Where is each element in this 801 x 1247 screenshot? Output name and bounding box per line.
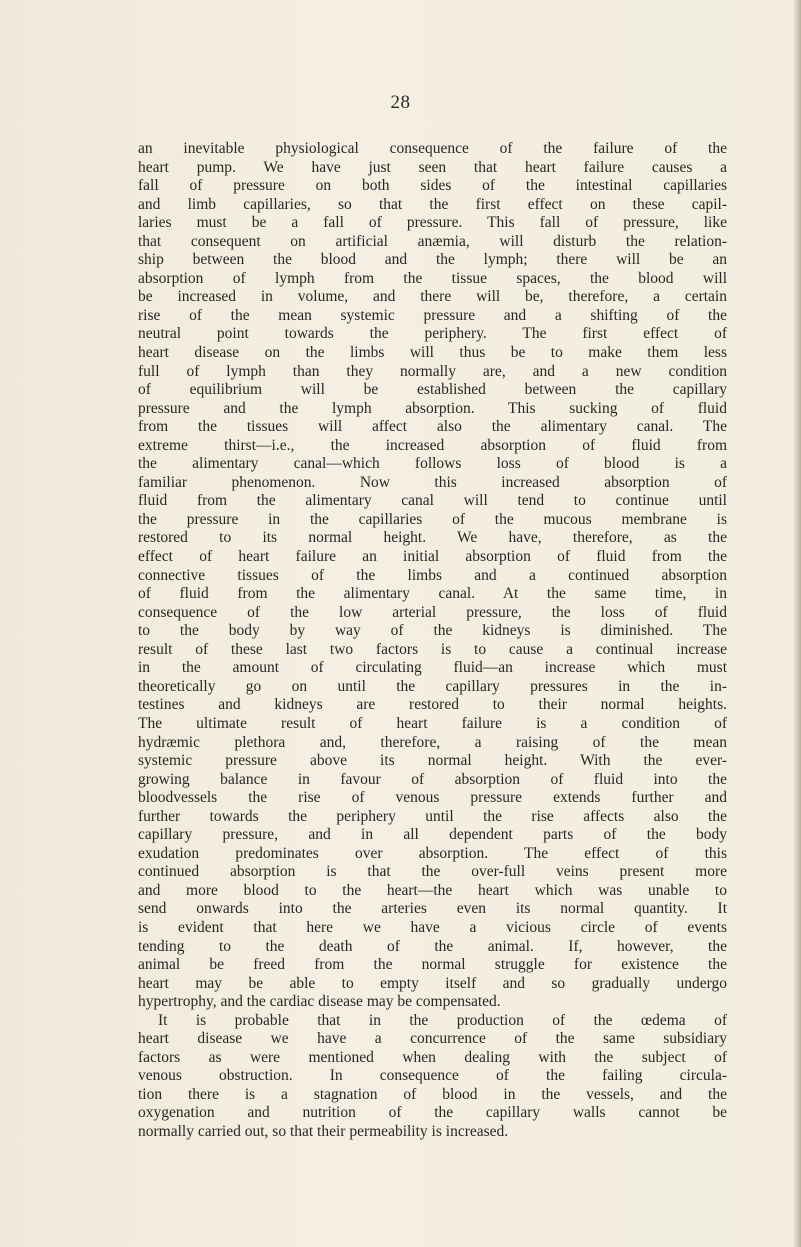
text-line: and more blood to the heart—the heart which was unable to [138, 881, 727, 899]
text-line: consequence of the low arterial pressure, the loss of fluid [138, 603, 727, 621]
paragraph-start-line: It is probable that in the production of the œdema of [158, 1011, 727, 1029]
text-line: fall of pressure on both sides of the intestinal capillaries [138, 177, 727, 195]
text-line: pressure and the lymph absorption. This sucking of fluid [138, 399, 727, 417]
text-line: normally carried out, so that their permeability is increased. [138, 1122, 509, 1140]
text-line: send onwards into the arteries even its normal quantity. It [138, 900, 727, 918]
body-text [138, 140, 727, 1142]
text-line: and limb capillaries, so that the first effect on these capil- [138, 195, 727, 213]
page-number: 28 [390, 92, 411, 113]
text-line: theoretically go on until the capillary pressures in the in- [138, 677, 727, 695]
text-line: of equilibrium will be established between the capillary [138, 381, 727, 399]
text-line: heart disease on the limbs will thus be to make them less [138, 344, 727, 362]
text-line: heart disease we have a concurrence of the same subsidiary [138, 1030, 727, 1048]
text-line: hydræmic plethora and, therefore, a raising of the mean [138, 733, 727, 751]
text-line: an inevitable physiological consequence of the failure of the [138, 140, 727, 157]
text-line: that consequent on artificial anæmia, will disturb the relation- [138, 232, 727, 250]
text-line: restored to its normal height. We have, therefore, as the [138, 529, 727, 547]
text-line: further towards the periphery until the rise affects also the [138, 807, 727, 825]
text-line: is evident that here we have a vicious circle of events [138, 918, 727, 936]
text-line: in the amount of circulating fluid—an increase which must [138, 659, 727, 677]
text-line: effect of heart failure an initial absorption of fluid from the [138, 548, 727, 566]
text-line: full of lymph than they normally are, and a new condition [138, 362, 727, 380]
text-line: be increased in volume, and there will be, therefore, a certain [138, 288, 727, 306]
text-line: factors as were mentioned when dealing with the subject of [138, 1048, 727, 1066]
text-line: capillary pressure, and in all dependent parts of the body [138, 826, 727, 844]
text-line: to the body by way of the kidneys is diminished. The [138, 622, 727, 640]
page-edge [794, 0, 801, 1247]
text-line: continued absorption is that the over-full veins present more [138, 863, 727, 881]
text-line: the alimentary canal—which follows loss of blood is a [138, 455, 727, 473]
text-line: animal be freed from the normal struggle for existence the [138, 956, 727, 974]
text-line: testines and kidneys are restored to their normal heights. [138, 696, 727, 714]
text-line: exudation predominates over absorption. The effect of this [138, 844, 727, 862]
text-line: tion there is a stagnation of blood in the vessels, and the [138, 1085, 727, 1103]
text-line: ship between the blood and the lymph; there will be an [138, 251, 727, 269]
text-line: result of these last two factors is to cause a continual increase [138, 640, 727, 658]
text-line: rise of the mean systemic pressure and a shifting of the [138, 306, 727, 324]
text-line: neutral point towards the periphery. The first effect of [138, 325, 727, 343]
text-line: laries must be a fall of pressure. This fall of pressure, like [138, 214, 727, 232]
text-line: familiar phenomenon. Now this increased absorption of [138, 473, 727, 491]
text-line: heart may be able to empty itself and so gradually undergo [138, 974, 727, 992]
text-line: extreme thirst—i.e., the increased absorption of fluid from [138, 436, 727, 454]
text-line: the pressure in the capillaries of the mucous membrane is [138, 510, 727, 528]
text-line: connective tissues of the limbs and a continued absorption [138, 566, 727, 584]
text-line: of fluid from the alimentary canal. At the same time, in [138, 585, 727, 603]
text-line: tending to the death of the animal. If, however, the [138, 937, 727, 955]
text-line: bloodvessels the rise of venous pressure extends further and [138, 789, 727, 807]
text-line: absorption of lymph from the tissue spaces, the blood will [138, 269, 727, 287]
text-line: fluid from the alimentary canal will tend to continue until [138, 492, 727, 510]
text-line: oxygenation and nutrition of the capillary walls cannot be [138, 1104, 727, 1122]
text-line: heart pump. We have just seen that heart failure causes a [138, 158, 727, 176]
text-line: growing balance in favour of absorption of fluid into the [138, 770, 727, 788]
text-line: The ultimate result of heart failure is a condition of [138, 714, 727, 732]
text-line: systemic pressure above its normal height. With the ever- [138, 752, 727, 770]
text-line: hypertrophy, and the cardiac disease may be compensated. [138, 993, 501, 1011]
text-line: from the tissues will affect also the alimentary canal. The [138, 418, 727, 436]
text-line: venous obstruction. In consequence of the failing circula- [138, 1067, 727, 1085]
